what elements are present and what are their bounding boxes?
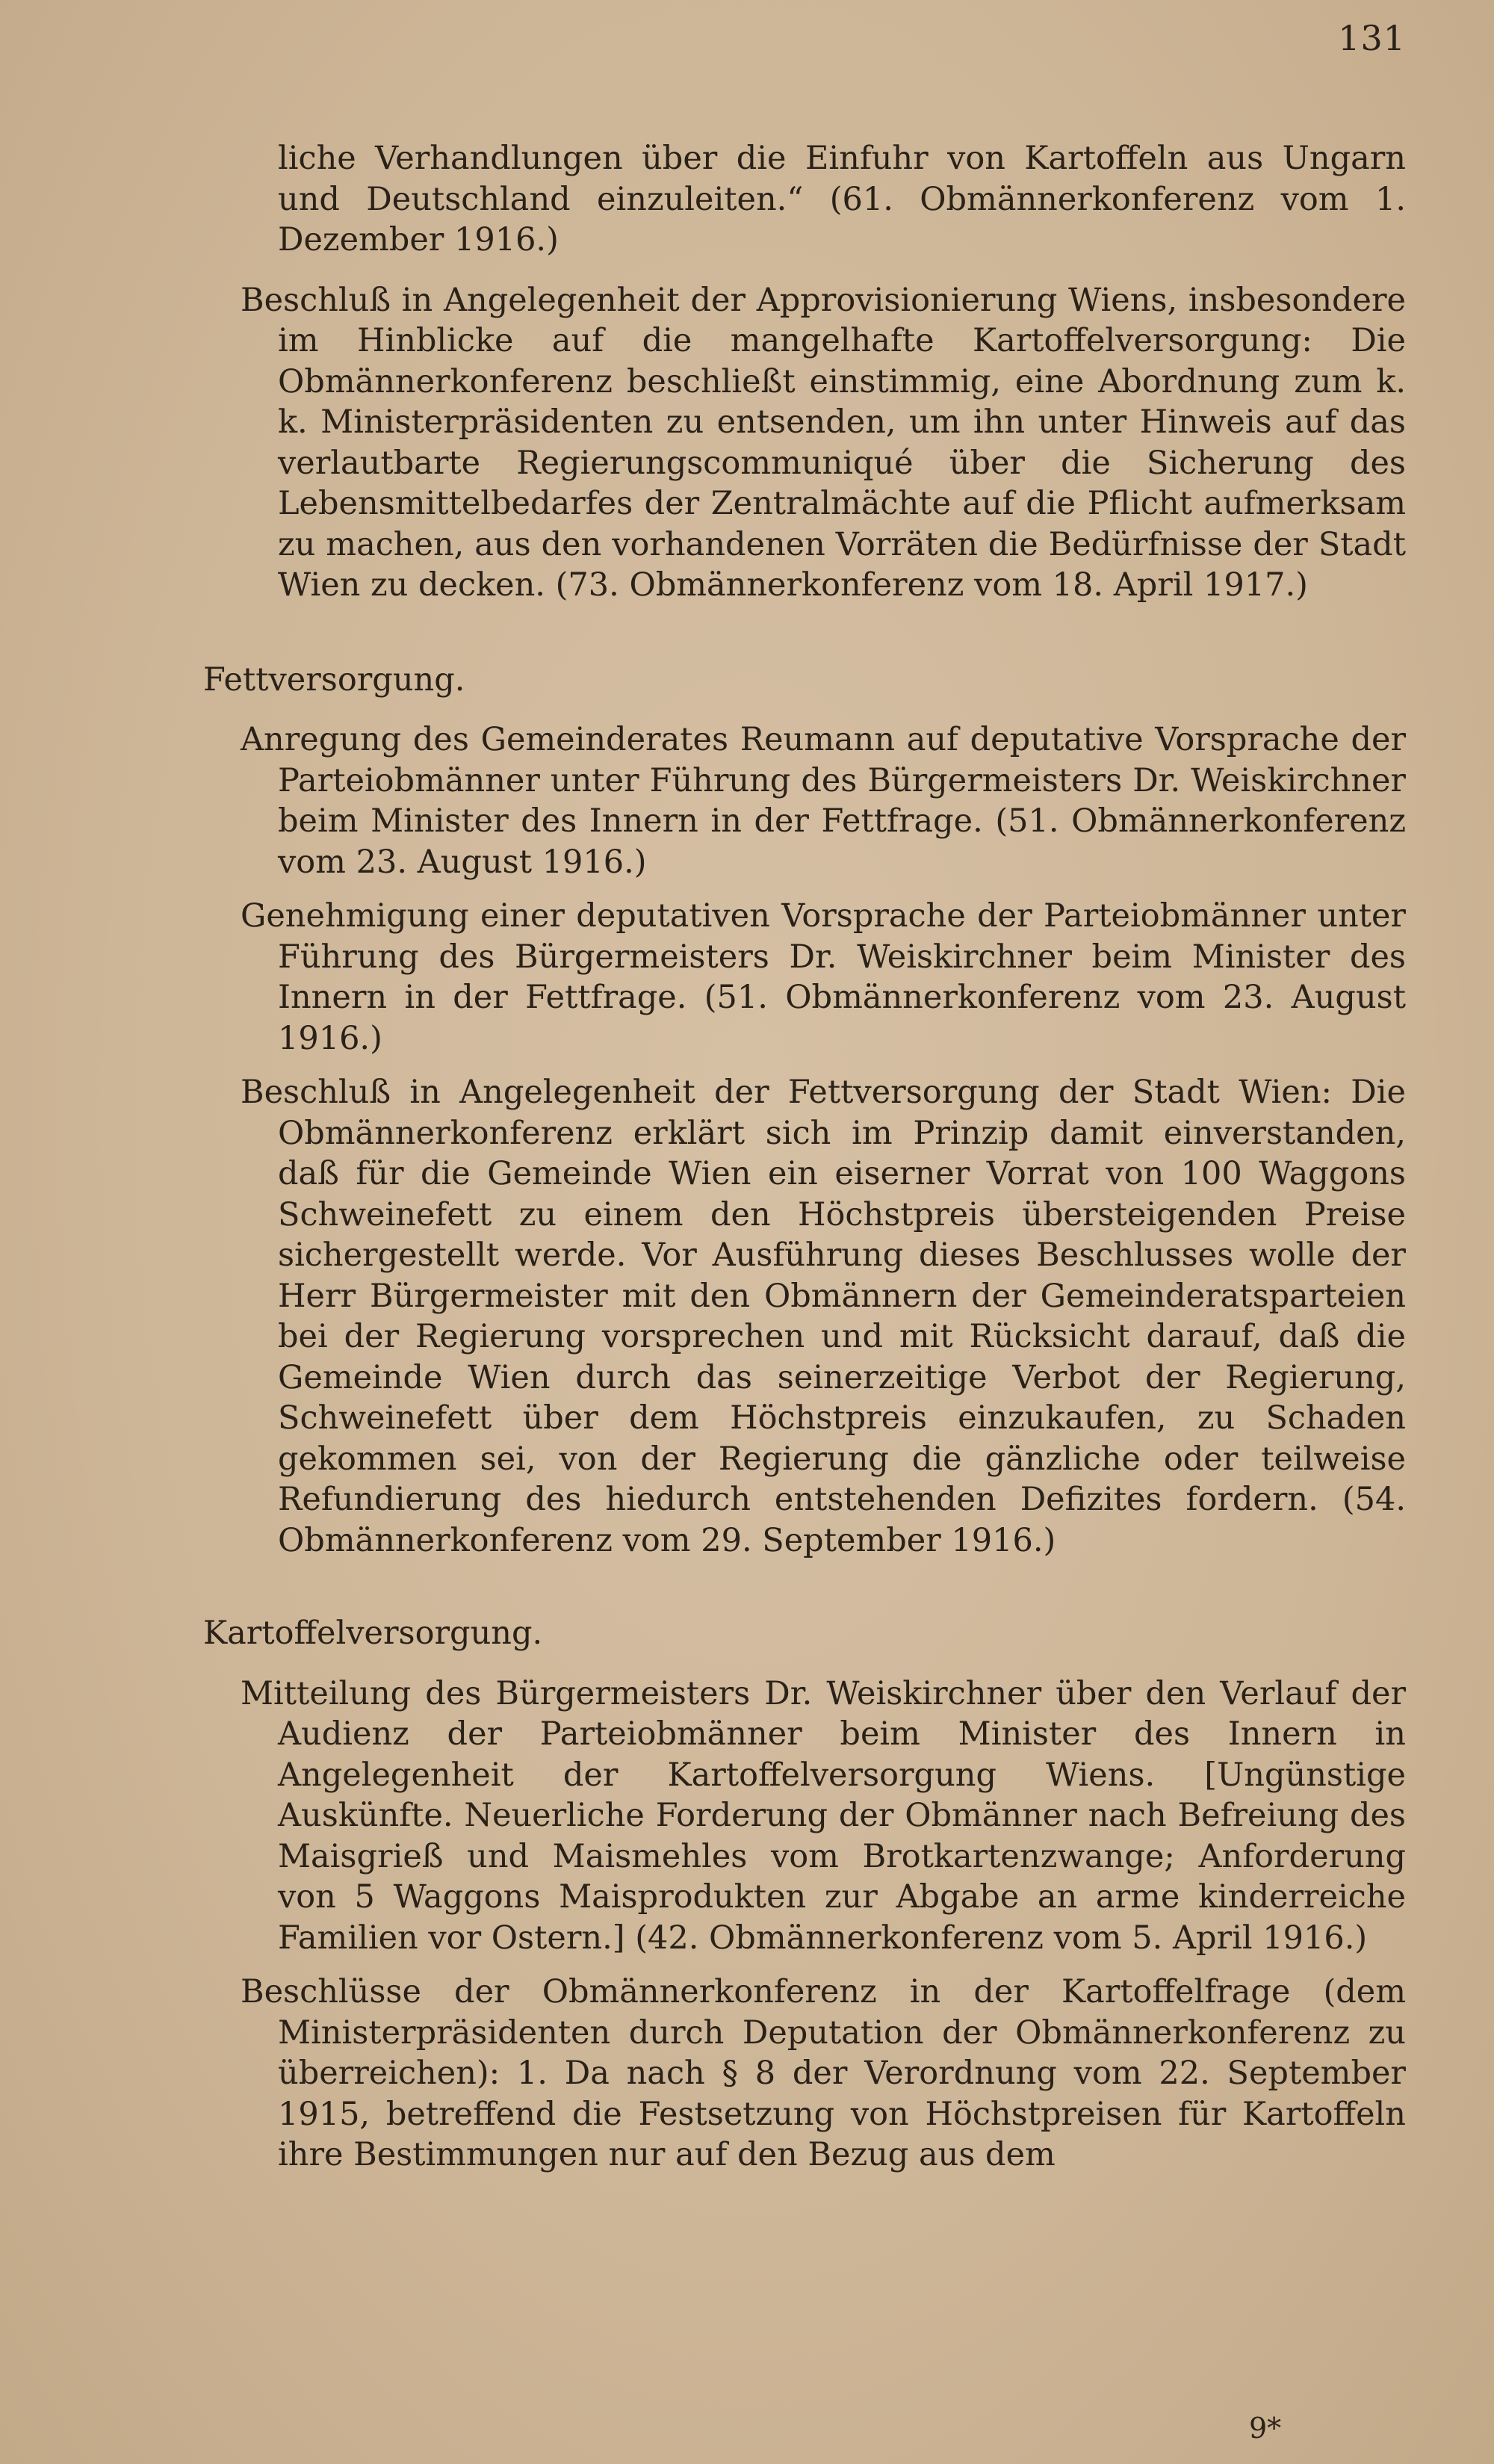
entry-approvisionierung: Beschluß in Angelegenheit der Approvisionierung Wiens, insbesondere im Hinblicke auf die mangelhafte Kartoffelversorgung: Die Obmännerkonferenz beschließt einstimmig, eine Abordnung zum k. k. Ministerpräsidenten zu entsenden, um ihn unter Hinweis auf das verlautbarte Regierungscommuniqué über die Sicherung des Lebensmittelbedarfes der Zentralmächte auf die Pflicht aufmerksam zu machen, aus den vorhandenen Vorräten die Bedürfnisse der Stadt Wien zu decken. (73. Obmännerkonferenz vom 18. April 1917.)	[241, 281, 1406, 604]
entry-kartoffel-2: Beschlüsse der Obmännerkonferenz in der Kartoffelfrage (dem Ministerpräsidenten durch Deputation der Obmännerkonferenz zu überreichen): 1. Da nach § 8 der Verordnung vom 22. September 1915, betreffend die Festsetzung von Höchstpreisen für Kartoffeln ihre Bestimmungen nur auf den Bezug aus dem	[241, 1973, 1406, 2173]
page-number: 131	[1338, 18, 1406, 58]
entry-fett-2: Genehmigung einer deputativen Vorsprache der Parteiobmänner unter Führung des Bürgermeisters Dr. Weiskirchner beim Minister des Innern in der Fettfrage. (51. Obmännerkonferenz vom 23. August 1916.)	[241, 897, 1406, 1057]
section-heading-kartoffelversorgung: Kartoffelversorgung.	[203, 1615, 543, 1652]
continuation-paragraph: liche Verhandlungen über die Einfuhr von Kartoffeln aus Ungarn und Deutschland einzuleiten.“ (61. Obmännerkonferenz vom 1. Dezember 1916.)	[278, 140, 1406, 259]
entry-kartoffel-1: Mitteilung des Bürgermeisters Dr. Weiskirchner über den Verlauf der Audienz der Parteiobmänner beim Minister des Innern in Angelegenheit der Kartoffelversorgung Wiens. [Ungünstige Auskünfte. Neuerliche Forderung der Obmänner nach Befreiung des Maisgrieß und Maismehles vom Brotkartenzwange; Anforderung von 5 Waggons Maisprodukten zur Abgabe an arme kinderreiche Familien vor Ostern.] (42. Obmännerkonferenz vom 5. April 1916.)	[241, 1674, 1406, 1957]
section-heading-fettversorgung: Fettversorgung.	[203, 660, 465, 699]
entry-fett-1: Anregung des Gemeinderates Reumann auf deputative Vorsprache der Parteiobmänner unter Führung des Bürgermeisters Dr. Weiskirchner beim Minister des Innern in der Fettfrage. (51. Obmännerkonferenz vom 23. August 1916.)	[241, 721, 1406, 881]
page-content	[203, 138, 1406, 2176]
entry-fett-3: Beschluß in Angelegenheit der Fettversorgung der Stadt Wien: Die Obmännerkonferenz erklärt sich im Prinzip damit einverstanden, daß für die Gemeinde Wien ein eiserner Vorrat von 100 Waggons Schweinefett zu einem den Höchstpreis übersteigenden Preise sichergestellt werde. Vor Ausführung dieses Beschlusses wolle der Herr Bürgermeister mit den Obmännern der Gemeinderatsparteien bei der Regierung vorsprechen und mit Rücksicht darauf, daß die Gemeinde Wien durch das seinerzeitige Verbot der Regierung, Schweinefett über dem Höchstpreis einzukaufen, zu Schaden gekommen sei, von der Regierung die gänzliche oder teilweise Refundierung des hiedurch entstehenden Defizites fordern. (54. Obmännerkonferenz vom 29. September 1916.)	[241, 1074, 1406, 1559]
signature-mark: 9*	[1249, 2412, 1282, 2445]
